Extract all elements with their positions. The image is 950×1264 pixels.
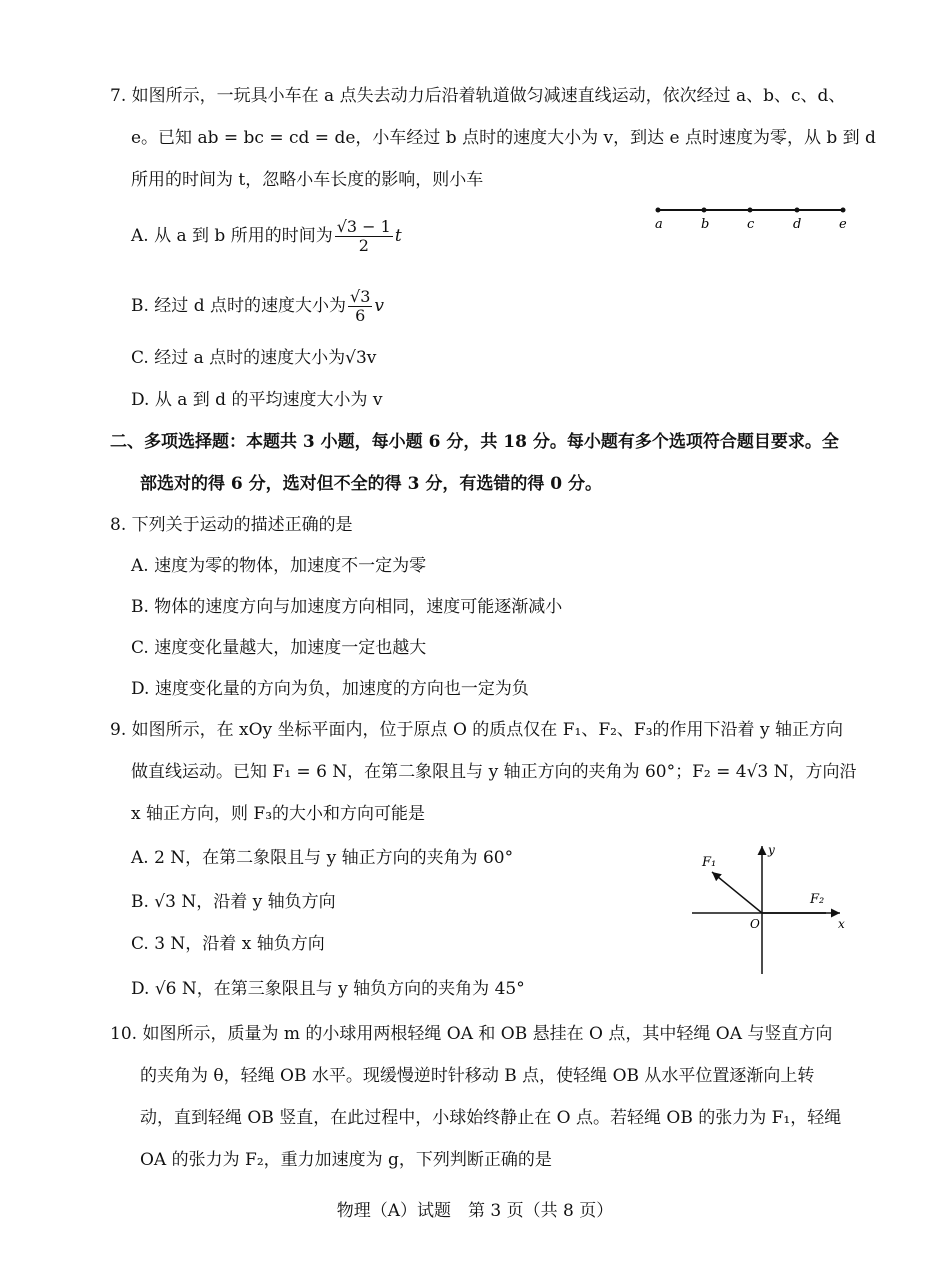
q7-option-a-numerator: √3 − 1 [336, 217, 391, 236]
q10-stem-line2: 的夹角为 θ，轻绳 OB 水平。现缓慢逆时针移动 B 点，使轻绳 OB 从水平位置逐渐向上转 [140, 1066, 815, 1086]
q9-stem-line3: x 轴正方向，则 F₃的大小和方向可能是 [131, 804, 426, 824]
q9-option-d: D. √6 N，在第三象限且与 y 轴负方向的夹角为 45° [131, 979, 525, 999]
track-label-a: a [655, 217, 663, 232]
q7-option-a-unit: t [394, 226, 402, 246]
q7-track-diagram [648, 196, 858, 236]
q7-stem-line2: e。已知 ab = bc = cd = de，小车经过 b 点时的速度大小为 v，到达 e 点时速度为零，从 b 到 d [131, 128, 876, 148]
force-f2-label: F₂ [810, 892, 825, 907]
q7-option-c: C. 经过 a 点时的速度大小为√3v [131, 348, 377, 368]
q8-option-c: C. 速度变化量越大，加速度一定也越大 [131, 638, 427, 658]
q7-option-a-denominator: 2 [358, 236, 369, 255]
track-point-e [841, 208, 846, 213]
force-f1-arrow [712, 872, 762, 913]
q8-option-d: D. 速度变化量的方向为负，加速度的方向也一定为负 [131, 679, 529, 699]
track-label-e: e [839, 217, 847, 232]
q7-option-b [131, 288, 384, 325]
section2-header-line2: 部选对的得 6 分，选对但不全的得 3 分，有选错的得 0 分。 [140, 474, 602, 494]
q9-force-diagram [690, 840, 850, 978]
q9-stem-line1: 9. 如图所示，在 xOy 坐标平面内，位于原点 O 的质点仅在 F₁、F₂、F₃的作用下沿着 y 轴正方向 [110, 720, 843, 740]
q7-option-b-numerator: √3 [350, 287, 371, 306]
q7-stem-line3: 所用的时间为 t，忽略小车长度的影响，则小车 [131, 170, 484, 190]
force-f1-label: F₁ [702, 855, 717, 870]
y-axis-label: y [768, 843, 775, 857]
q9-option-c: C. 3 N，沿着 x 轴负方向 [131, 934, 325, 954]
q10-stem-line4: OA 的张力为 F₂，重力加速度为 g，下列判断正确的是 [140, 1150, 552, 1170]
track-point-c [748, 208, 753, 213]
q7-option-b-denominator: 6 [355, 306, 366, 325]
track-point-a [656, 208, 661, 213]
q7-option-d: D. 从 a 到 d 的平均速度大小为 v [131, 390, 383, 410]
q8-option-a: A. 速度为零的物体，加速度不一定为零 [131, 556, 427, 576]
q7-option-a-text: A. 从 a 到 b 所用的时间为 [131, 226, 333, 246]
q10-stem-line3: 动，直到轻绳 OB 竖直，在此过程中，小球始终静止在 O 点。若轻绳 OB 的张力为 F₁，轻绳 [140, 1108, 842, 1128]
track-point-d [795, 208, 800, 213]
x-axis-label: x [838, 917, 845, 931]
q7-stem-line1: 7. 如图所示，一玩具小车在 a 点失去动力后沿着轨道做匀减速直线运动，依次经过 a、b、c、d、 [110, 86, 846, 106]
page-footer: 物理（A）试题 第 3 页（共 8 页） [336, 1201, 614, 1221]
section2-header-line1: 二、多项选择题：本题共 3 小题，每小题 6 分，共 18 分。每小题有多个选项符合题目要求。全 [110, 432, 839, 452]
q7-option-b-text: B. 经过 d 点时的速度大小为 [131, 296, 346, 316]
track-label-b: b [701, 217, 710, 232]
origin-label: O [750, 917, 760, 931]
q9-stem-line2: 做直线运动。已知 F₁ = 6 N，在第二象限且与 y 轴正方向的夹角为 60°；F₂ = 4√3 N，方向沿 [131, 762, 857, 782]
q9-option-b: B. √3 N，沿着 y 轴负方向 [131, 892, 336, 912]
q7-option-a-fraction [335, 218, 393, 255]
q7-option-a [131, 218, 402, 255]
q8-stem: 8. 下列关于运动的描述正确的是 [110, 515, 353, 535]
q8-option-b: B. 物体的速度方向与加速度方向相同，速度可能逐渐减小 [131, 597, 563, 617]
track-label-d: d [793, 217, 802, 232]
track-point-b [702, 208, 707, 213]
q7-option-b-unit: v [374, 296, 384, 316]
track-label-c: c [747, 217, 755, 232]
q10-stem-line1: 10. 如图所示，质量为 m 的小球用两根轻绳 OA 和 OB 悬挂在 O 点，其中轻绳 OA 与竖直方向 [110, 1024, 833, 1044]
q9-option-a: A. 2 N，在第二象限且与 y 轴正方向的夹角为 60° [131, 848, 514, 868]
q7-option-b-fraction [348, 288, 372, 325]
